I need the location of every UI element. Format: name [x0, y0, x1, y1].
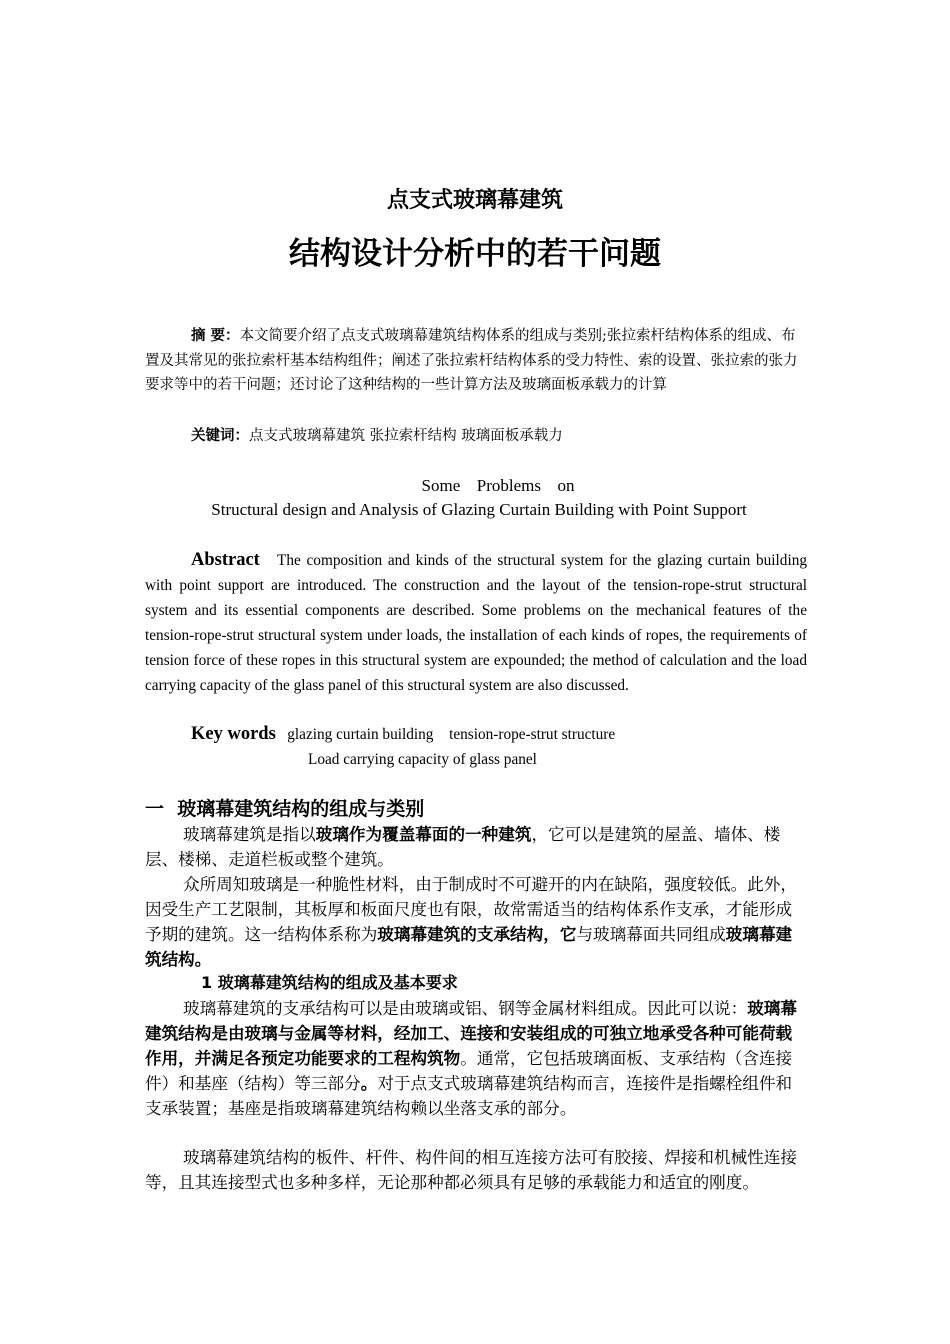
s1p1-text-bold: 玻璃幕建筑结构是由玻璃与金属等材料，经加工、连接和安装组成的可独立地承受各种可能荷载作用，并满足各预定功能要求的工程构筑物 — [145, 999, 797, 1068]
s1p1-text-period: 。 — [360, 1074, 378, 1093]
s1p1-text-a: 玻璃幕建筑的支承结构可以是由玻璃或铝、钢等金属材料组成。因此可以说： — [183, 999, 748, 1018]
s1p1-text-c: 。通常，它包括玻璃面板、支承结构（含连接件）和基座（结构）等三部分 — [145, 1049, 793, 1093]
english-title-line-1: Some Problems on — [421, 476, 575, 495]
english-abstract-text: The composition and kinds of the structural system for the glazing curtain building with point support are introduced. The construction and the layout of the tension-rope-strut structural system and its essential components are described. Some problems on the mechanical features of the tension-rope-strut structural system under loads, the installation of each kinds of ropes, the requirements of tension force of these ropes in this structural system are expounded; the method of calculation and the load carrying capacity of the glass panel of this structural system are also discussed. — [145, 552, 807, 694]
english-keywords-label: Key words — [191, 724, 276, 744]
english-keyword-3: Load carrying capacity of glass panel — [308, 751, 537, 768]
subsection-1-heading: 1 玻璃幕建筑结构的组成及基本要求 — [201, 973, 458, 992]
subsection-1-paragraph-2 — [145, 1145, 807, 1195]
p2-text-bold-2: 玻璃幕建筑结构。 — [145, 925, 793, 969]
english-title-line-2: Structural design and Analysis of Glazing Curtain Building with Point Support — [211, 500, 747, 519]
subsection-1-paragraph-1 — [145, 996, 807, 1121]
english-abstract — [145, 548, 807, 698]
section-1-heading: 一 玻璃幕建筑结构的组成与类别 — [145, 798, 425, 820]
chinese-keywords — [191, 424, 807, 448]
chinese-abstract-label: 摘 要： — [191, 328, 240, 344]
p1-text-a: 玻璃幕建筑是指以 — [183, 825, 316, 844]
p1-text-c: ，它可以是建筑的屋盖、墙体、楼层、楼梯、走道栏板或整个建筑。 — [145, 825, 781, 869]
english-keyword-2: tension-rope-strut structure — [449, 726, 616, 743]
chinese-abstract-text: 本文简要介绍了点支式玻璃幕建筑结构体系的组成与类别;张拉索杆结构体系的组成、布置及其常见的张拉索杆基本结构组件；阐述了张拉索杆结构体系的受力特性、索的设置、张拉索的张力要求等中的若干问题；还讨论了这种结构的一些计算方法及玻璃面板承载力的计算 — [145, 328, 798, 393]
p2-text-bold-1: 玻璃幕建筑的支承结构，它 — [377, 925, 577, 944]
s1p2-text: 玻璃幕建筑结构的板件、杆件、构件间的相互连接方法可有胶接、焊接和机械性连接等，且其连接型式也多种多样，无论那种都必须具有足够的承载能力和适宜的刚度。 — [145, 1148, 797, 1192]
english-abstract-label: Abstract — [191, 550, 260, 570]
chinese-keywords-text: 点支式玻璃幕建筑 张拉索杆结构 玻璃面板承载力 — [249, 428, 563, 444]
section-1-paragraph-1 — [145, 822, 807, 872]
english-keywords — [191, 722, 807, 747]
p1-text-bold: 玻璃作为覆盖幕面的一种建筑 — [315, 825, 532, 844]
english-keyword-1: glazing curtain building — [287, 726, 434, 743]
chinese-keywords-label: 关键词： — [191, 428, 249, 444]
title-line-2: 结构设计分析中的若干问题 — [289, 236, 661, 272]
section-1-paragraph-2 — [145, 872, 807, 972]
chinese-abstract — [145, 324, 807, 398]
title-line-1: 点支式玻璃幕建筑 — [386, 188, 563, 213]
p2-text-a: 众所周知玻璃是一种脆性材料，由于制成时不可避开的内在缺陷，强度较低。此外，因受生产工艺限制，其板厚和板面尺度也有限，故常需适当的结构体系作支承，才能形成予期的建筑。这一结构体系称为 — [145, 875, 797, 944]
s1p1-text-e: 对于点支式玻璃幕建筑结构而言，连接件是指螺栓组件和支承装置；基座是指玻璃幕建筑结构赖以坐落支承的部分。 — [145, 1074, 793, 1118]
p2-text-c: 与玻璃幕面共同组成 — [576, 925, 726, 944]
